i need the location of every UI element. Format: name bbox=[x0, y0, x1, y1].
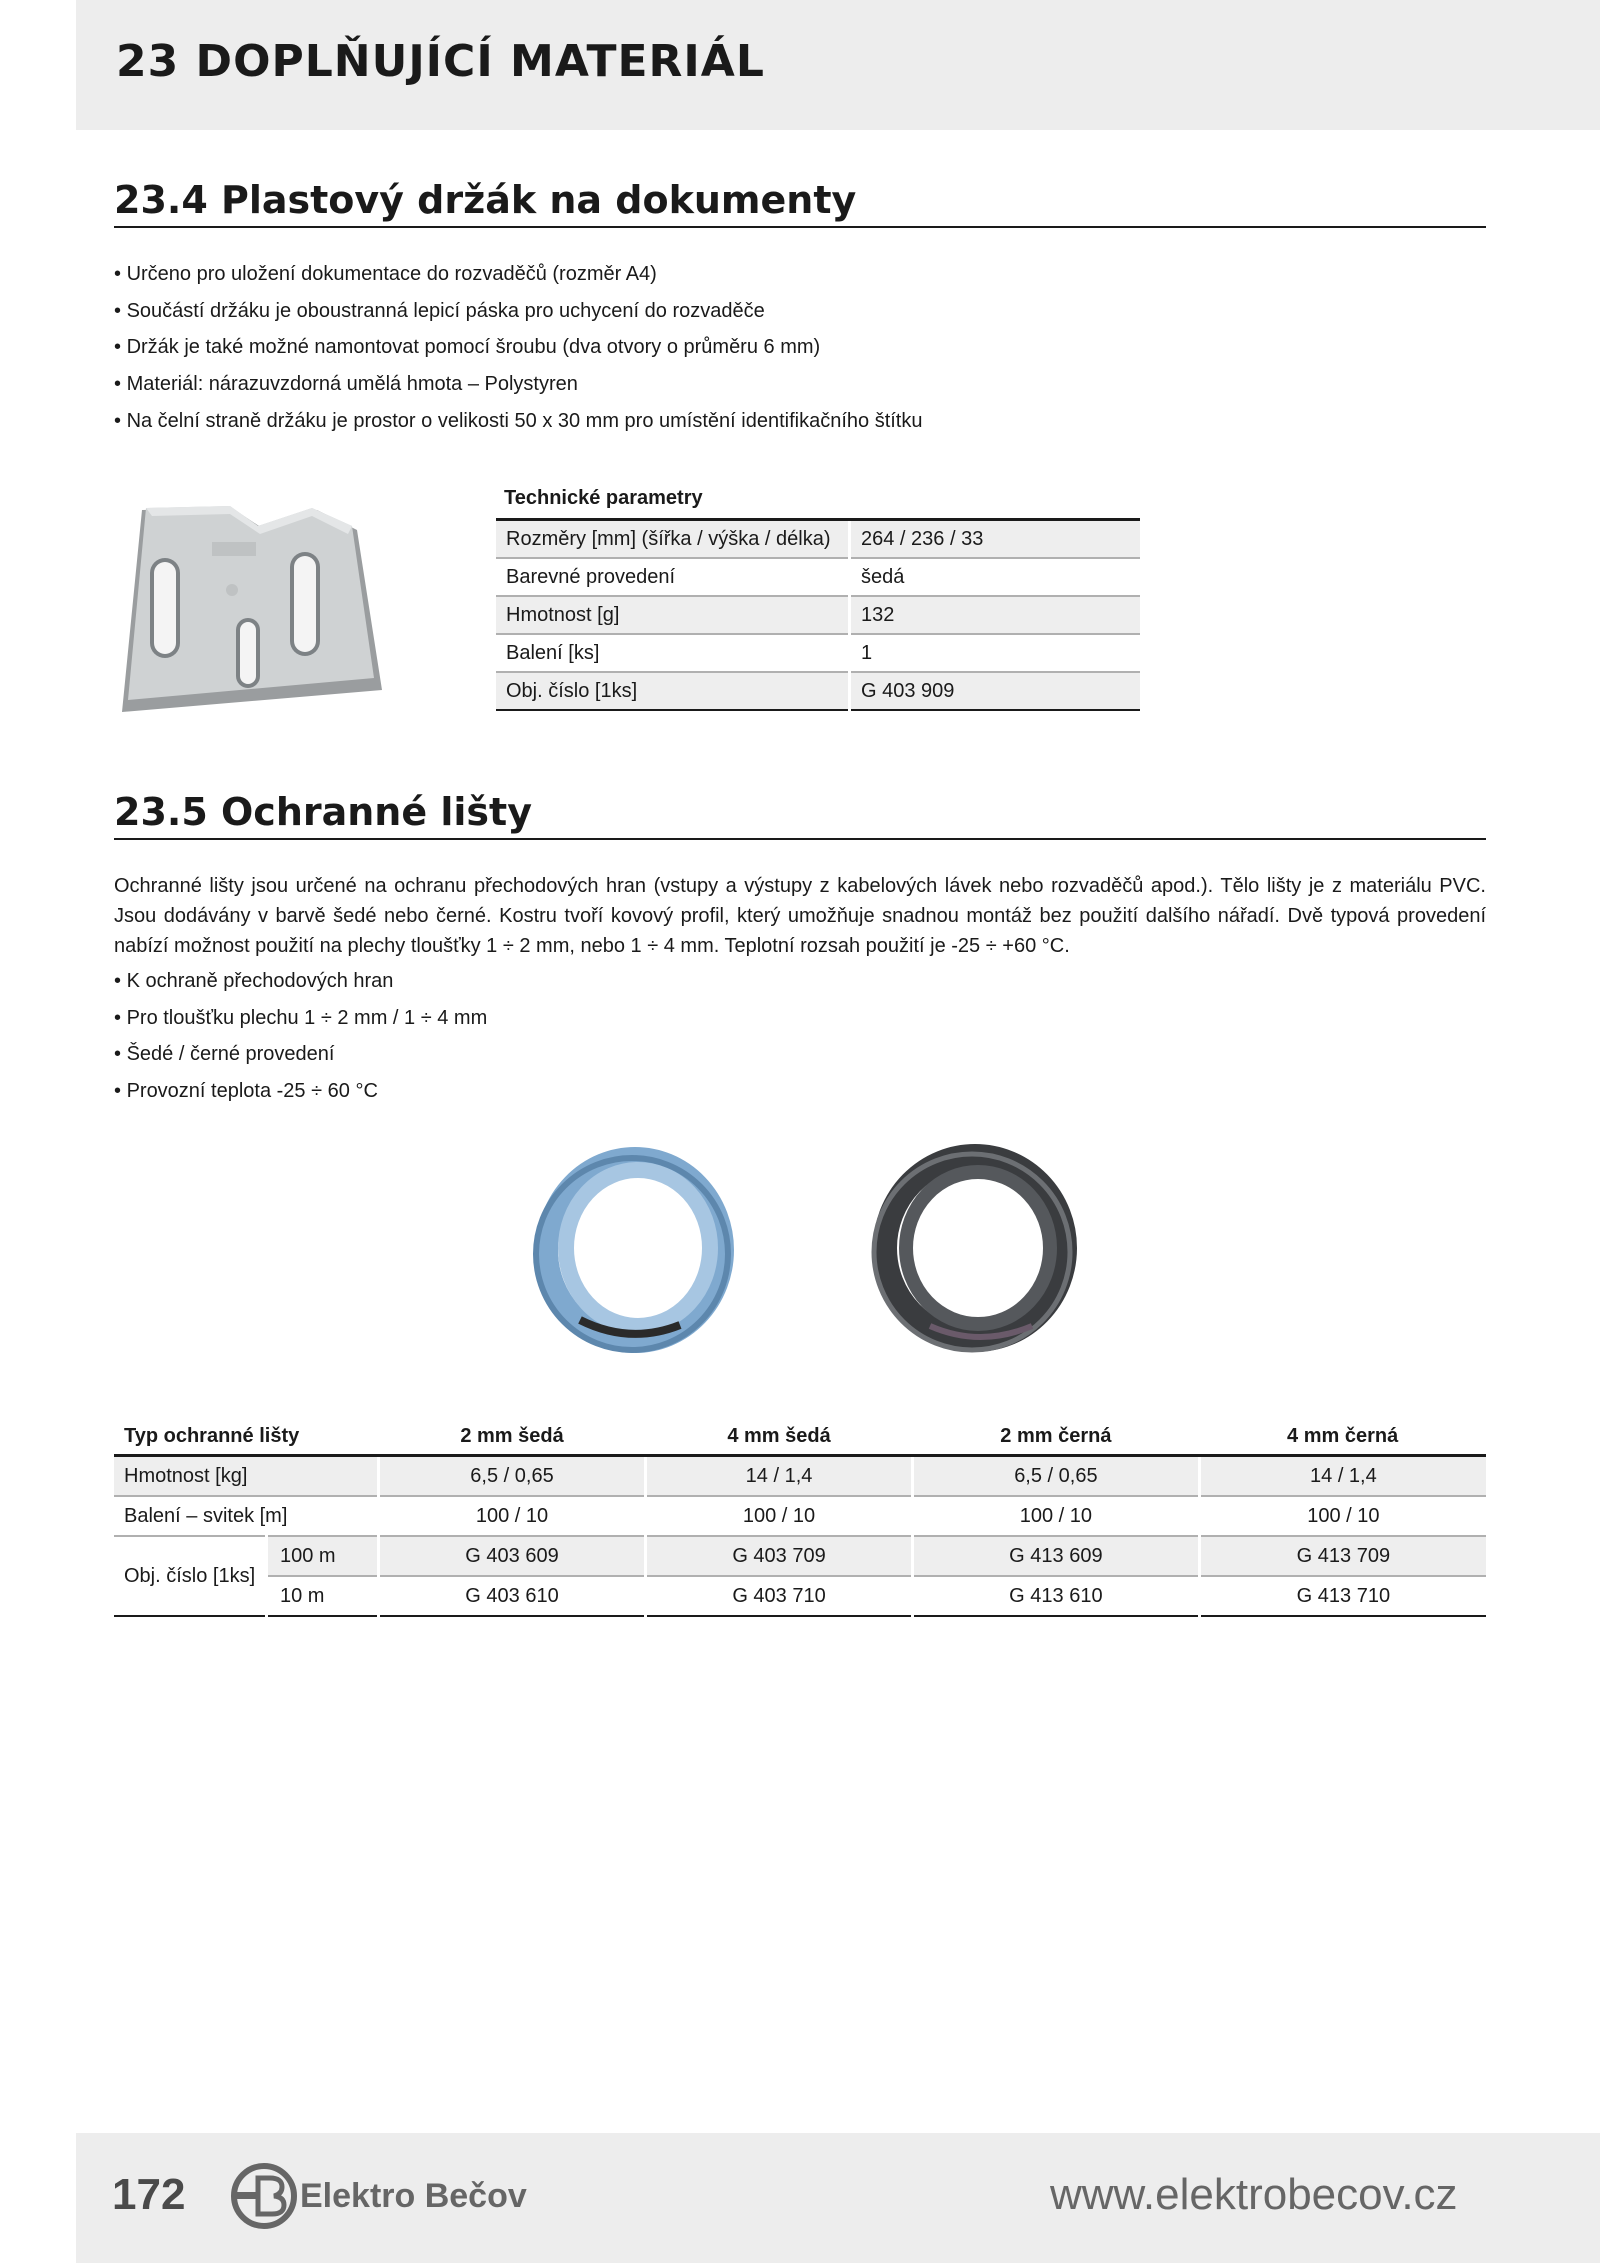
param-value: 1 bbox=[850, 634, 1141, 672]
grey-strip-coil-image bbox=[520, 1130, 750, 1360]
bullet-item: • Šedé / černé provedení bbox=[114, 1036, 487, 1073]
param-label: Barevné provedení bbox=[496, 558, 850, 596]
protective-strips-description: Ochranné lišty jsou určené na ochranu přechodových hran (vstupy a výstupy z kabelových lávek nebo rozvaděčů apod.). Tělo lišty je z materiálu PVC. Jsou dodávány v barvě šedé nebo černé. Kostru tvoří kovový profil, který umožňuje snadnou montáž bez použití dalšího nářadí. Dvě typová provedení nabízí možnost použití na plechy tloušťky 1 ÷ 2 mm, nebo 1 ÷ 4 mm. Teplotní rozsah použití je -25 ÷ +60 °C. bbox=[114, 875, 1486, 957]
column-header: 2 mm šedá bbox=[379, 1418, 646, 1456]
table-row bbox=[496, 672, 1140, 710]
table-cell: G 403 710 bbox=[646, 1576, 913, 1616]
table-cell: 100 / 10 bbox=[1199, 1496, 1486, 1536]
row-sublabel: 100 m bbox=[267, 1536, 379, 1576]
table-cell: 100 / 10 bbox=[913, 1496, 1200, 1536]
row-label: Obj. číslo [1ks] bbox=[114, 1536, 267, 1616]
protective-strips-table bbox=[114, 1418, 1486, 1617]
param-value: 264 / 236 / 33 bbox=[850, 520, 1141, 559]
table-cell: G 413 609 bbox=[913, 1536, 1200, 1576]
param-label: Hmotnost [g] bbox=[496, 596, 850, 634]
column-header: 4 mm šedá bbox=[646, 1418, 913, 1456]
table-cell: G 403 709 bbox=[646, 1536, 913, 1576]
bullet-item: • Materiál: nárazuvzdorná umělá hmota – Polystyren bbox=[114, 366, 922, 403]
bullet-item: • K ochraně přechodových hran bbox=[114, 963, 487, 1000]
chapter-title: 23 DOPLŇUJÍCÍ MATERIÁL bbox=[116, 36, 765, 87]
bullet-item: • Provozní teplota -25 ÷ 60 °C bbox=[114, 1073, 487, 1110]
table-cell: 6,5 / 0,65 bbox=[379, 1456, 646, 1497]
table-row bbox=[496, 596, 1140, 634]
document-holder-bullets bbox=[114, 256, 922, 440]
table-cell: 14 / 1,4 bbox=[646, 1456, 913, 1497]
param-label: Obj. číslo [1ks] bbox=[496, 672, 850, 710]
table-cell: G 403 609 bbox=[379, 1536, 646, 1576]
table-row bbox=[496, 558, 1140, 596]
param-value: 132 bbox=[850, 596, 1141, 634]
param-value: G 403 909 bbox=[850, 672, 1141, 710]
param-value: šedá bbox=[850, 558, 1141, 596]
table-cell: G 413 710 bbox=[1199, 1576, 1486, 1616]
table-cell: G 413 610 bbox=[913, 1576, 1200, 1616]
row-sublabel: 10 m bbox=[267, 1576, 379, 1616]
row-label: Hmotnost [kg] bbox=[114, 1456, 379, 1497]
param-label: Rozměry [mm] (šířka / výška / délka) bbox=[496, 520, 850, 559]
bullet-item: • Pro tloušťku plechu 1 ÷ 2 mm / 1 ÷ 4 mm bbox=[114, 1000, 487, 1037]
table-row bbox=[114, 1576, 1486, 1616]
column-header: 2 mm černá bbox=[913, 1418, 1200, 1456]
protective-strips-bullets bbox=[114, 963, 487, 1110]
document-holder-image bbox=[112, 500, 392, 718]
brand-name: Elektro Bečov bbox=[300, 2177, 527, 2215]
bullet-item: • Na čelní straně držáku je prostor o velikosti 50 x 30 mm pro umístění identifikačního štítku bbox=[114, 403, 922, 440]
table-row bbox=[114, 1536, 1486, 1576]
black-strip-coil-image bbox=[860, 1130, 1090, 1360]
table-row bbox=[114, 1496, 1486, 1536]
column-header: 4 mm černá bbox=[1199, 1418, 1486, 1456]
bullet-item: • Určeno pro uložení dokumentace do rozvaděčů (rozměr A4) bbox=[114, 256, 922, 293]
section-title-document-holder: 23.4 Plastový držák na dokumenty bbox=[114, 178, 1486, 228]
page-number: 172 bbox=[112, 2170, 186, 2219]
table-row bbox=[114, 1456, 1486, 1497]
param-label: Balení [ks] bbox=[496, 634, 850, 672]
column-header: Typ ochranné lišty bbox=[114, 1418, 379, 1456]
table-cell: G 413 709 bbox=[1199, 1536, 1486, 1576]
section-title-protective-strips: 23.5 Ochranné lišty bbox=[114, 790, 1486, 840]
bullet-item: • Součástí držáku je oboustranná lepicí páska pro uchycení do rozvaděče bbox=[114, 293, 922, 330]
table-cell: 6,5 / 0,65 bbox=[913, 1456, 1200, 1497]
table-row bbox=[496, 634, 1140, 672]
table-heading: Technické parametry bbox=[496, 478, 1140, 520]
table-cell: 100 / 10 bbox=[646, 1496, 913, 1536]
row-label: Balení – svitek [m] bbox=[114, 1496, 379, 1536]
table-cell: G 403 610 bbox=[379, 1576, 646, 1616]
bullet-item: • Držák je také možné namontovat pomocí šroubu (dva otvory o průměru 6 mm) bbox=[114, 329, 922, 366]
table-cell: 14 / 1,4 bbox=[1199, 1456, 1486, 1497]
website-link[interactable]: www.elektrobecov.cz bbox=[1050, 2170, 1458, 2219]
table-cell: 100 / 10 bbox=[379, 1496, 646, 1536]
table-row bbox=[496, 520, 1140, 559]
brand-logo-icon bbox=[228, 2160, 298, 2232]
technical-parameters-table bbox=[496, 478, 1140, 711]
